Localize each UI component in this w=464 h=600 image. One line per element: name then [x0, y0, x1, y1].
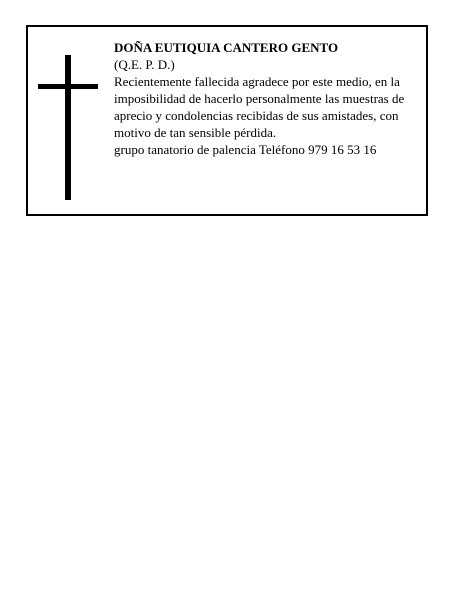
cross-horizontal-bar	[38, 84, 98, 89]
cross-vertical-bar	[65, 55, 71, 200]
notice-text	[114, 39, 422, 158]
cross-icon	[38, 55, 98, 200]
qepd-line: (Q.E. P. D.)	[114, 57, 175, 72]
obituary-notice	[26, 25, 428, 216]
funeral-home-contact: grupo tanatorio de palencia Teléfono 979 16 53 16	[114, 142, 377, 157]
deceased-name: DOÑA EUTIQUIA CANTERO GENTO	[114, 40, 339, 55]
thanks-message: Recientemente fallecida agradece por este medio, en la imposibilidad de hacerlo personalmente las muestras de aprecio y condolencias recibidas de sus amistades, con motivo de tan sensible pérdida.	[114, 74, 405, 140]
